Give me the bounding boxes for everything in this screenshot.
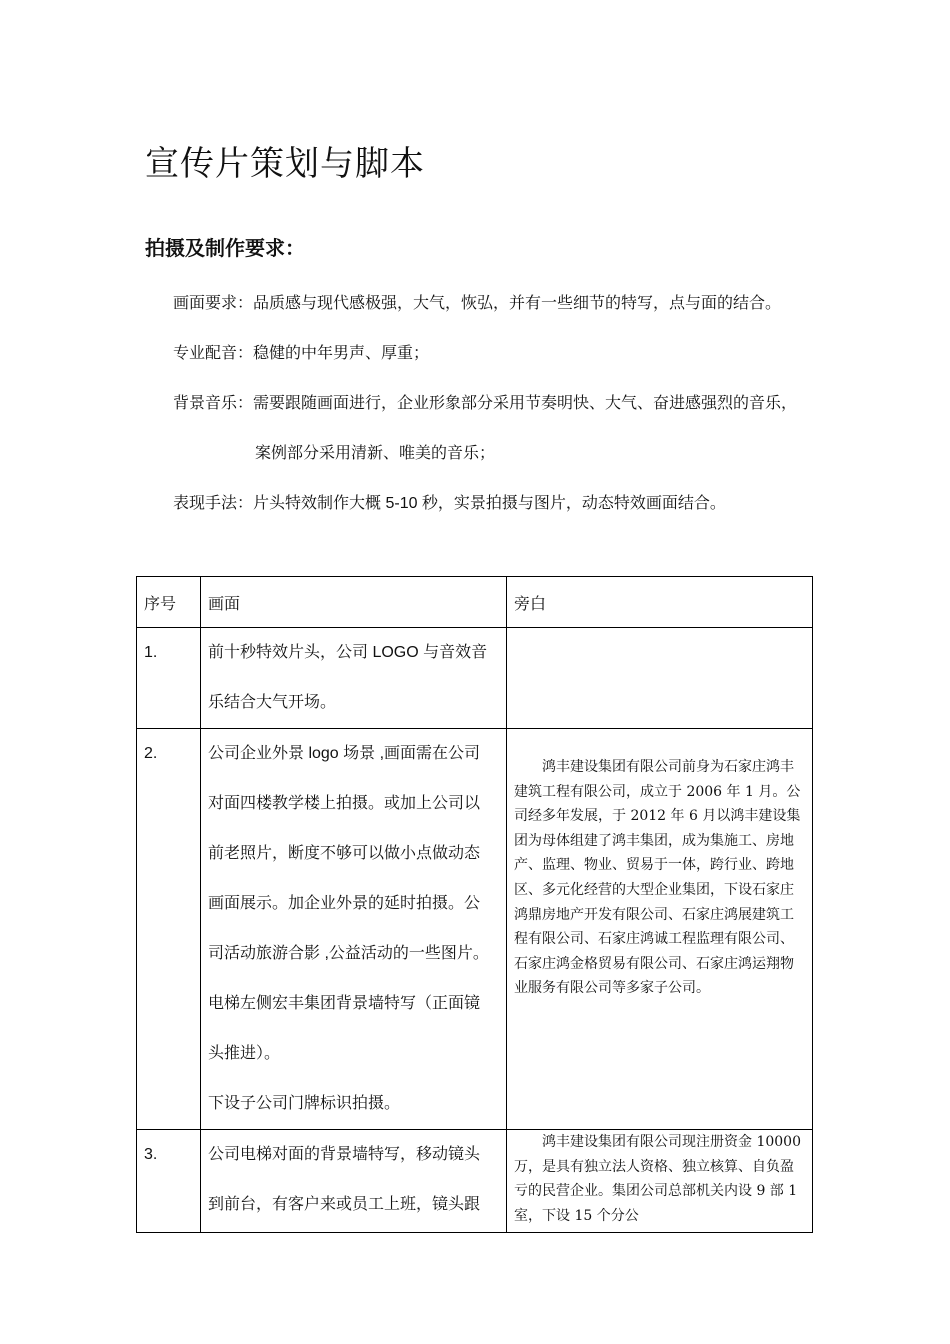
requirement-text: 片头特效制作大概 5-10 秒，实景拍摄与图片，动态特效画面结合。	[253, 495, 726, 512]
scene-line: 乐结合大气开场。	[208, 694, 337, 711]
scene-line: 司活动旅游合影 ,公益活动的一些图片。	[208, 945, 489, 962]
table-header-row	[137, 577, 813, 628]
requirement-music	[173, 390, 797, 413]
requirement-text: 需要跟随画面进行，企业形象部分采用节奏明快、大气、奋进感强烈的音乐，	[253, 395, 798, 412]
scene-line: 到前台，有客户来或员工上班，镜头跟	[208, 1196, 481, 1213]
scene-line: 公司电梯对面的背景墙特写，移动镜头	[208, 1146, 481, 1163]
scene-line: 公司企业外景 logo 场景 ,画面需在公司	[208, 745, 481, 762]
requirement-text: 品质感与现代感极强，大气，恢弘，并有一些细节的特写，点与面的结合。	[253, 295, 782, 312]
requirement-technique	[173, 490, 726, 513]
row-number: 3.	[137, 1130, 201, 1233]
requirement-voiceover	[173, 340, 429, 363]
scene-line: 下设子公司门牌标识拍摄。	[208, 1095, 401, 1112]
page-title: 宣传片策划与脚本	[145, 144, 425, 184]
table-row	[137, 628, 813, 729]
header-narration: 旁白	[507, 577, 813, 628]
requirement-label: 画面要求：	[173, 295, 254, 312]
table-double-border	[812, 576, 813, 1230]
requirement-label: 专业配音：	[173, 345, 254, 362]
requirement-music-continuation: 案例部分采用清新、唯美的音乐；	[255, 445, 496, 462]
section-heading: 拍摄及制作要求：	[145, 236, 305, 260]
row-number: 1.	[137, 628, 201, 729]
requirement-label: 表现手法：	[173, 495, 254, 512]
scene-line: 前十秒特效片头，公司 LOGO 与音效音	[208, 644, 488, 661]
scene-line: 电梯左侧宏丰集团背景墙特写（正面镜	[208, 995, 481, 1012]
scene-cell	[201, 729, 507, 1130]
scene-cell	[201, 628, 507, 729]
header-number: 序号	[137, 577, 201, 628]
narration-text: 鸿丰建设集团有限公司现注册资金 10000 万，是具有独立法人资格、独立核算、自负盈亏的民营企业。集团公司总部机关内设 9 部 1 室，下设 15 个分公	[514, 1134, 801, 1224]
table-row	[137, 1130, 813, 1233]
narration-cell	[507, 1130, 813, 1233]
table-row	[137, 729, 813, 1130]
scene-cell	[201, 1130, 507, 1233]
row-number: 2.	[137, 729, 201, 1130]
requirement-text: 稳健的中年男声、厚重；	[253, 345, 430, 362]
scene-line: 前老照片，断度不够可以做小点做动态	[208, 845, 481, 862]
narration-cell	[507, 628, 813, 729]
script-table	[136, 576, 813, 1233]
header-scene: 画面	[201, 577, 507, 628]
requirement-label: 背景音乐：	[173, 395, 254, 412]
narration-text: 鸿丰建设集团有限公司前身为石家庄鸿丰建筑工程有限公司，成立于 2006 年 1 月。公司经多年发展，于 2012 年 6 月以鸿丰建设集团为母体组建了鸿丰集团，成为集施工、房地产、监理、物业、贸易于一体，跨行业、跨地区、多元化经营的大型企业集团，下设石家庄鸿鼎房地产开发有限公司、石家庄鸿展建筑工程有限公司、石家庄鸿诚工程监理有限公司、石家庄鸿金格贸易有限公司、石家庄鸿运翔物业服务有限公司等多家子公司。	[514, 759, 801, 997]
narration-cell	[507, 729, 813, 1130]
requirement-visual	[173, 290, 781, 313]
scene-line: 对面四楼教学楼上拍摄。或加上公司以	[208, 795, 481, 812]
scene-line: 头推进）。	[208, 1045, 281, 1062]
scene-line: 画面展示。加企业外景的延时拍摄。公	[208, 895, 481, 912]
